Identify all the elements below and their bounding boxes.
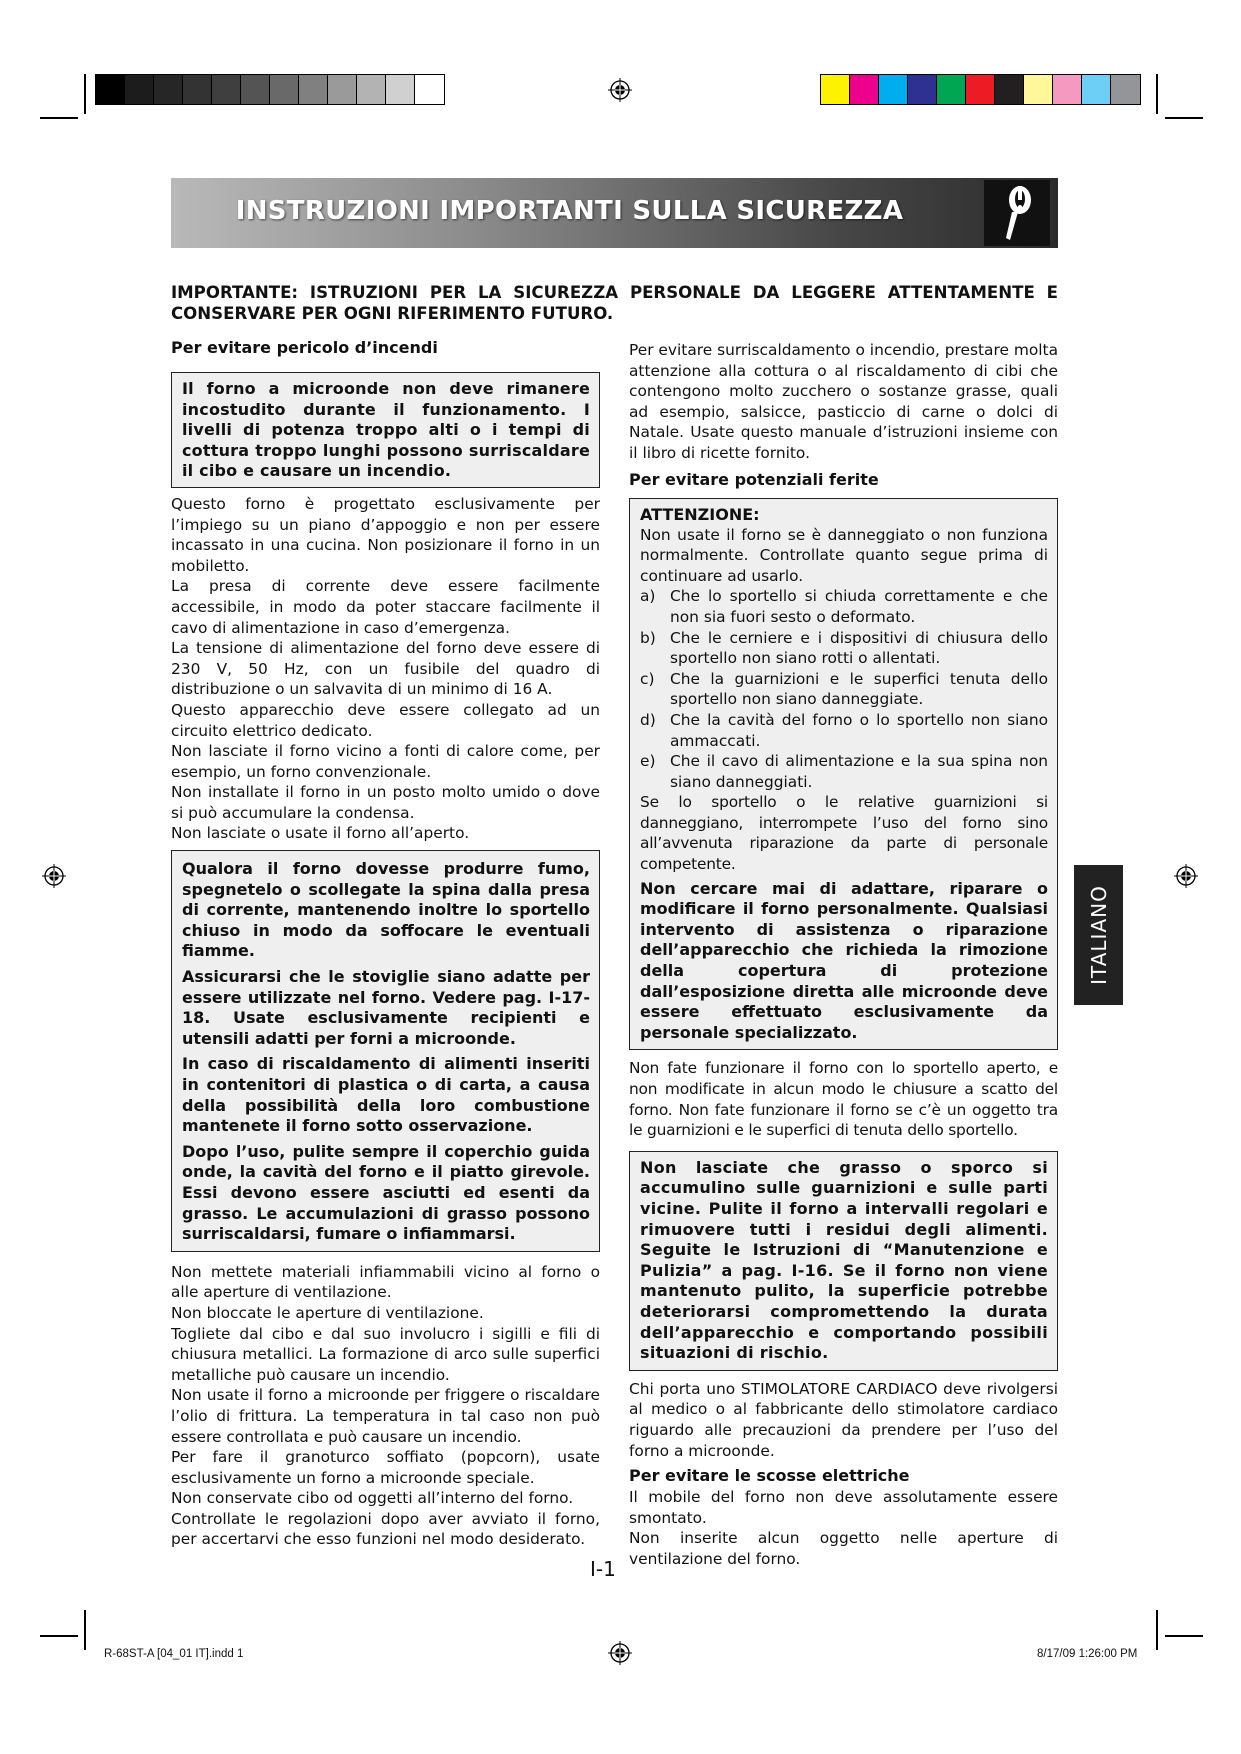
- attention-title: ATTENZIONE:: [640, 504, 760, 524]
- gray-swatch-bar: [95, 74, 445, 105]
- color-swatch: [357, 75, 386, 104]
- exclamation-pencil-icon: [984, 180, 1050, 246]
- paragraph: Il mobile del forno non deve assolutamente essere smontato.: [629, 1488, 1058, 1527]
- check-list: [640, 586, 1048, 792]
- list-marker: d): [640, 710, 656, 729]
- list-marker: e): [640, 752, 656, 771]
- paragraph: Per fare il granoturco soffiato (popcorn), usate esclusivamente un forno a microonde speciale.: [171, 1448, 600, 1487]
- color-swatch: [1111, 75, 1140, 104]
- paragraph: Controllate le regolazioni dopo aver avviato il forno, per accertarvi che esso funzioni nel modo desiderato.: [171, 1509, 600, 1549]
- list-text: Che lo sportello si chiuda correttamente e che non sia fuori sesto o deformato.: [670, 587, 1048, 626]
- color-swatch: [154, 75, 183, 104]
- paragraph: La presa di corrente deve essere facilmente accessibile, in modo da poter staccare facilmente il cavo di alimentazione in caso d’emergenza.: [171, 577, 600, 637]
- color-swatch: [386, 75, 415, 104]
- color-swatch: [908, 75, 937, 104]
- crop-mark: [84, 1610, 86, 1650]
- color-swatch: [937, 75, 966, 104]
- color-swatch: [415, 75, 444, 104]
- warning-text: Assicurarsi che le stoviglie siano adatte per essere utilizzate nel forno. Vedere pag. I-17-18. Usate esclusivamente recipienti e utensili adatti per forni a microonde.: [182, 967, 590, 1048]
- paragraph: Questo forno è progettato esclusivamente per l’impiego su un piano d’appoggio e non per essere incassato in una cucina. Non posizionare il forno in un mobiletto.: [171, 494, 600, 575]
- list-marker: a): [640, 587, 656, 606]
- crop-mark: [84, 74, 86, 114]
- list-marker: b): [640, 628, 656, 647]
- color-swatch: [212, 75, 241, 104]
- color-swatch: [1024, 75, 1053, 104]
- language-tab: [1074, 865, 1123, 1005]
- crop-mark: [1156, 74, 1158, 114]
- list-item: [640, 586, 1048, 627]
- attention-lead: Non usate il forno se è danneggiato o non funziona normalmente. Controllate quanto segue prima di continuare ad usarlo.: [640, 525, 1048, 585]
- warning-box-cleaning: [629, 1151, 1058, 1371]
- registration-mark-icon: [1174, 864, 1198, 888]
- color-swatch: [879, 75, 908, 104]
- list-text: Che la cavità del forno o lo sportello non siano ammaccati.: [670, 710, 1048, 750]
- color-swatch: [850, 75, 879, 104]
- color-swatch: [299, 75, 328, 104]
- color-swatch: [241, 75, 270, 104]
- warning-box-smoke: [171, 850, 600, 1252]
- list-text: Che le cerniere e i dispositivi di chiusura dello sportello non siano rotti o allentati.: [670, 628, 1048, 668]
- paragraph: Non lasciate il forno vicino a fonti di calore come, per esempio, un forno convenzionale.: [171, 742, 600, 781]
- list-marker: c): [640, 669, 655, 688]
- registration-mark-icon: [608, 1641, 632, 1665]
- heading-fire: Per evitare pericolo d’incendi: [171, 338, 438, 357]
- color-swatch: [328, 75, 357, 104]
- color-swatch: [821, 75, 850, 104]
- warning-text: Qualora il forno dovesse produrre fumo, spegnetelo o scollegate la spina dalla presa di corrente, mantenendo inoltre lo sportello chiuso in modo da soffocare le eventuali fiamme.: [182, 859, 590, 961]
- list-item: [640, 710, 1048, 751]
- registration-mark-icon: [42, 864, 66, 888]
- paragraph-group: [171, 494, 600, 844]
- paragraph: Per evitare surriscaldamento o incendio, prestare molta attenzione alla cottura o al riscaldamento di cibi che contengono molto zucchero o sostanze grasse, quali ad esempio, salsicce, pasticcio di carne o dolci di Natale. Usate questo manuale d’istruzioni insieme con il libro di ricette fornito.: [629, 341, 1058, 462]
- paragraph: Chi porta uno STIMOLATORE CARDIACO deve rivolgersi al medico o al fabbricante dello stimolatore cardiaco riguardo alle precauzioni da prendere per l’uso del forno a microonde.: [629, 1379, 1058, 1460]
- warning-text: In caso di riscaldamento di alimenti inseriti in contenitori di plastica o di carta, a causa della possibilità della loro combustione mantenete il forno sotto osservazione.: [182, 1054, 590, 1136]
- paragraph: Togliete dal cibo e dal suo involucro i sigilli e fili di chiusura metallici. La formazione di arco sulle superfici metalliche può causare un incendio.: [171, 1324, 600, 1384]
- attention-bold: Non cercare mai di adattare, riparare o modificare il forno personalmente. Qualsiasi intervento di assistenza o riparazione dell’apparecchio che richieda la rimozione della copertura di protezione dall’esposizione diretta alle microonde deve essere effettuato esclusivamente da personale specializzato.: [640, 878, 1048, 1042]
- list-item: [640, 669, 1048, 710]
- paragraph: Non lasciate o usate il forno all’aperto.: [171, 824, 470, 843]
- paragraph: Non bloccate le aperture di ventilazione.: [171, 1303, 484, 1322]
- color-swatch: [995, 75, 1024, 104]
- list-text: Che la guarnizioni e le superfici tenuta dello sportello non siano danneggiate.: [670, 669, 1048, 709]
- color-swatch: [125, 75, 154, 104]
- paragraph: Non inserite alcun oggetto nelle aperture di ventilazione del forno.: [629, 1529, 1058, 1568]
- attention-after: Se lo sportello o le relative guarnizioni si danneggiano, interrompete l’uso del forno sino all’avvenuta riparazione da parte di personale competente.: [640, 793, 1048, 874]
- left-column: [171, 337, 600, 1550]
- heading-shock: Per evitare le scosse elettriche: [629, 1466, 910, 1486]
- color-swatch-bar: [820, 74, 1141, 105]
- list-item: [640, 751, 1048, 792]
- registration-mark-icon: [608, 78, 632, 102]
- warning-box-unattended: [171, 372, 600, 488]
- attention-box: [629, 498, 1058, 1051]
- warning-text: Non lasciate che grasso o sporco si accumulino sulle guarnizioni e sulle parti vicine. Pulite il forno a intervalli regolari e rimuovere tutti i residui degli alimenti. Seguite le Istruzioni di “Manutenzione e Pulizia” a pag. I-16. Se il forno non viene mantenuto pulito, la superficie potrebbe deteriorarsi compromettendo la durata dell’apparecchio e comportando possibili situazioni di rischio.: [640, 1157, 1048, 1363]
- intro-notice: IMPORTANTE: ISTRUZIONI PER LA SICUREZZA PERSONALE DA LEGGERE ATTENTAMENTE E CONSERVARE PER OGNI RIFERIMENTO FUTURO.: [171, 283, 1058, 323]
- language-tab-label: ITALIANO: [1086, 885, 1111, 985]
- crop-mark: [40, 1635, 78, 1637]
- paragraph: Non conservate cibo od oggetti all’interno del forno.: [171, 1489, 574, 1508]
- paragraph: Non mettete materiali infiammabili vicino al forno o alle aperture di ventilazione.: [171, 1262, 600, 1302]
- paragraph: Non fate funzionare il forno con lo sportello aperto, e non modificate in alcun modo le chiusure a scatto del forno. Non fate funzionare il forno se c’è un oggetto tra le guarnizioni e le superfici di tenuta dello sportello.: [629, 1059, 1058, 1140]
- crop-mark: [40, 117, 78, 119]
- color-swatch: [966, 75, 995, 104]
- warning-text: Dopo l’uso, pulite sempre il coperchio guida onde, la cavità del forno e il piatto girevole. Essi devono essere asciutti ed esenti da grasso. Le accumulazioni di grasso possono surriscaldarsi, fumare o infiammarsi.: [182, 1141, 590, 1244]
- list-item: [640, 628, 1048, 669]
- paragraph-group: [171, 1262, 600, 1550]
- color-swatch: [96, 75, 125, 104]
- color-swatch: [1082, 75, 1111, 104]
- warning-text: Il forno a microonde non deve rimanere incostudito durante il funzionamento. I livelli di potenza troppo alti o i tempi di cottura troppo lunghi possono surriscaldare il cibo e causare un incendio.: [182, 379, 590, 481]
- crop-mark: [1165, 1635, 1203, 1637]
- page-number: I-1: [590, 1557, 616, 1581]
- paragraph: Non installate il forno in un posto molto umido o dove si può accumulare la condensa.: [171, 783, 600, 822]
- paragraph: La tensione di alimentazione del forno deve essere di 230 V, 50 Hz, con un fusibile del quadro di distribuzione o un salvavita di un minimo di 16 A.: [171, 639, 600, 699]
- color-swatch: [1053, 75, 1082, 104]
- footer-file: R-68ST-A [04_01 IT].indd 1: [104, 1648, 244, 1660]
- page-title: INSTRUZIONI IMPORTANTI SULLA SICUREZZA: [235, 196, 904, 226]
- color-swatch: [270, 75, 299, 104]
- crop-mark: [1165, 117, 1203, 119]
- footer-datetime: 8/17/09 1:26:00 PM: [1037, 1648, 1138, 1660]
- heading-injury: Per evitare potenziali ferite: [629, 469, 879, 489]
- paragraph: Non usate il forno a microonde per friggere o riscaldare l’olio di frittura. La temperatura in tal caso non può essere controllata e può causare un incendio.: [171, 1386, 600, 1446]
- crop-mark: [1156, 1610, 1158, 1650]
- color-swatch: [183, 75, 212, 104]
- paragraph: Questo apparecchio deve essere collegato ad un circuito elettrico dedicato.: [171, 700, 600, 740]
- header-banner: [171, 178, 1058, 248]
- right-column: [629, 340, 1058, 1569]
- list-text: Che il cavo di alimentazione e la sua spina non siano danneggiati.: [670, 752, 1048, 791]
